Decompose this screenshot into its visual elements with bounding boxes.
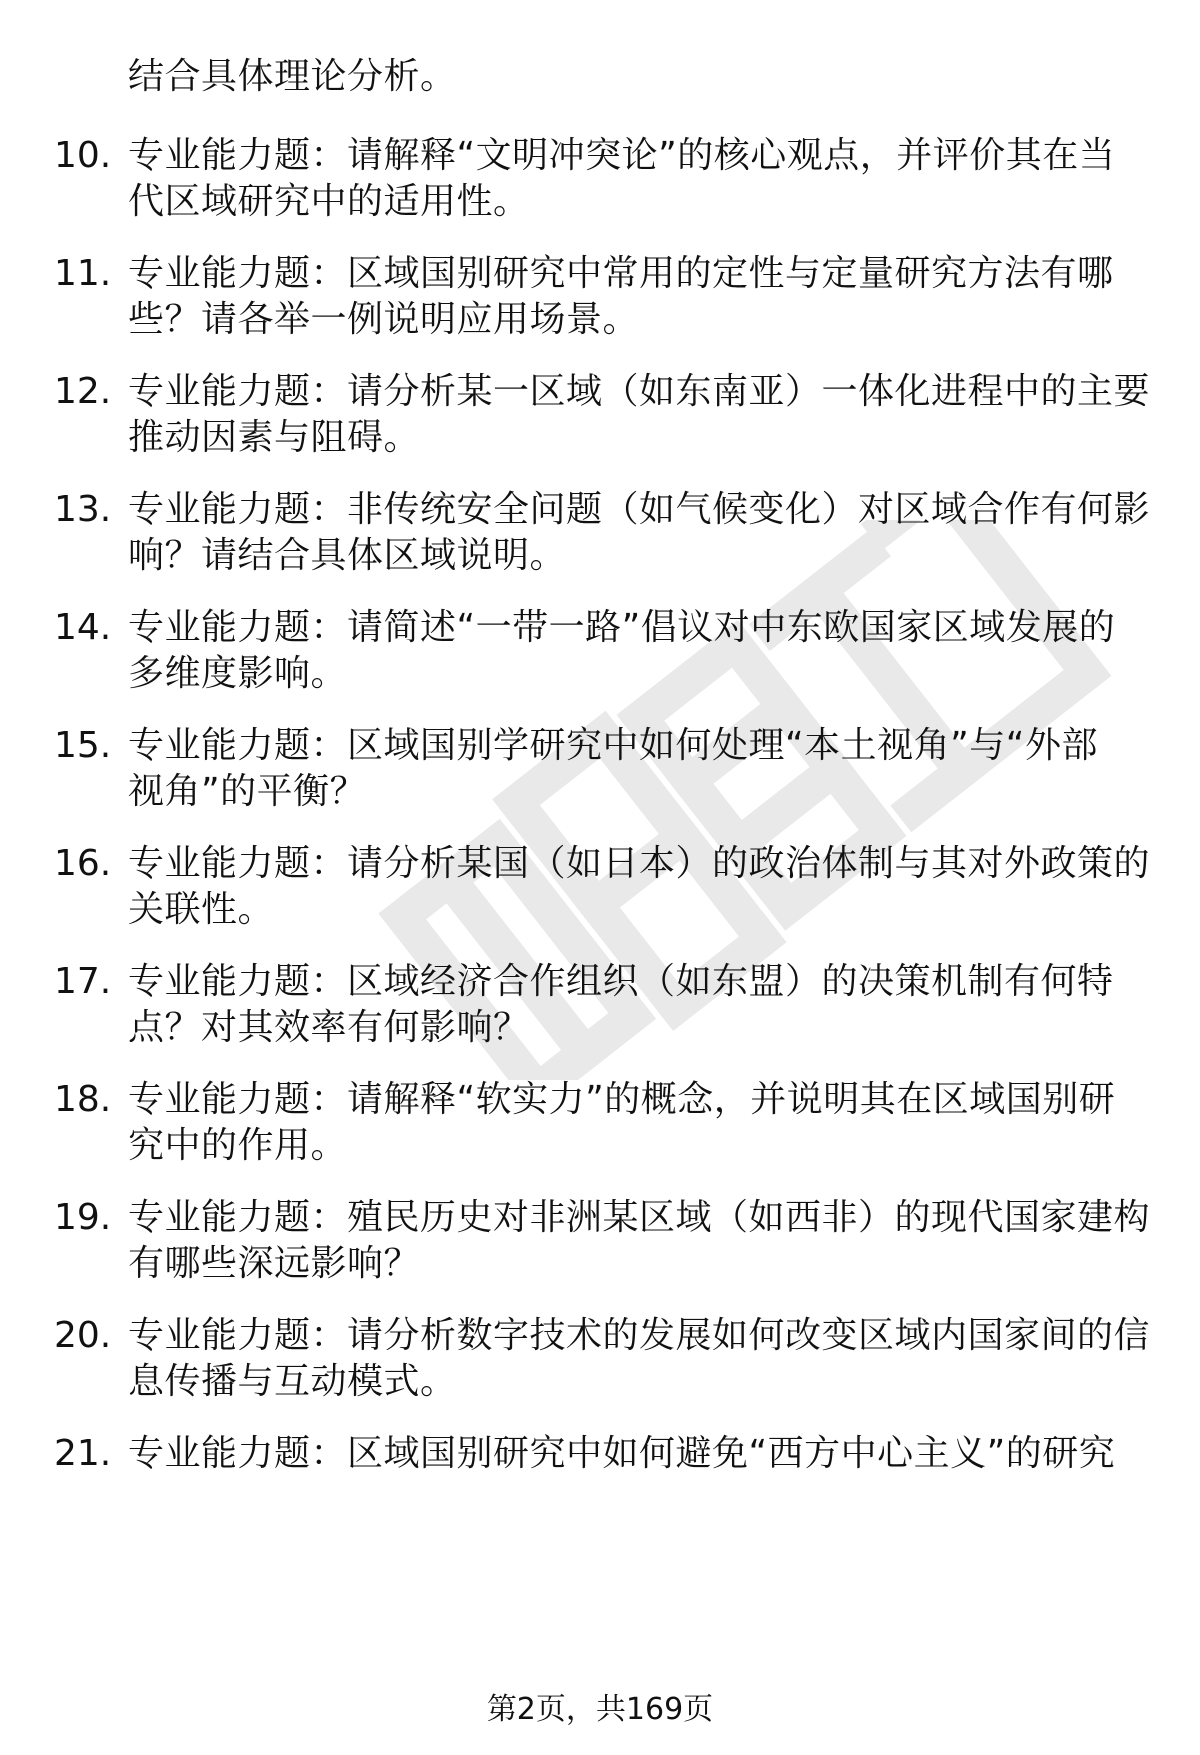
question-text-line: 专业能力题：殖民历史对非洲某区域（如西非）的现代国家建构: [128, 1197, 1151, 1238]
question-number: 17.: [54, 961, 112, 1002]
question-text-line: 专业能力题：请分析数字技术的发展如何改变区域内国家间的信: [128, 1315, 1151, 1356]
question-text-line: 点？对其效率有何影响？: [128, 1007, 530, 1048]
question-text-line: 专业能力题：请分析某国（如日本）的政治体制与其对外政策的: [128, 843, 1151, 884]
question-number: 10.: [54, 135, 112, 176]
question-text-line: 推动因素与阻碍。: [128, 417, 421, 458]
question-text-line: 代区域研究中的适用性。: [128, 181, 530, 222]
question-text-line: 视角”的平衡？: [128, 771, 367, 812]
question-number: 18.: [54, 1079, 112, 1120]
question-number: 20.: [54, 1315, 112, 1356]
question-text-line: 专业能力题：请简述“一带一路”倡议对中东欧国家区域发展的: [128, 607, 1116, 648]
question-number: 12.: [54, 371, 112, 412]
question-number: 15.: [54, 725, 112, 766]
question-text-line: 究中的作用。: [128, 1125, 348, 1166]
question-text-line: 专业能力题：请解释“软实力”的概念，并说明其在区域国别研: [128, 1079, 1116, 1120]
question-text-line: 多维度影响。: [128, 653, 348, 694]
question-text-line: 专业能力题：请分析某一区域（如东南亚）一体化进程中的主要: [128, 371, 1151, 412]
question-text-line: 专业能力题：非传统安全问题（如气候变化）对区域合作有何影: [128, 489, 1151, 530]
page-footer: 第2页，共169页: [486, 1692, 714, 1727]
question-text-line: 些？请各举一例说明应用场景。: [128, 299, 640, 340]
question-text-line: 专业能力题：区域国别学研究中如何处理“本土视角”与“外部: [128, 725, 1098, 766]
question-text-line: 专业能力题：区域国别研究中如何避免“西方中心主义”的研究: [128, 1433, 1116, 1474]
question-text-line: 专业能力题：区域国别研究中常用的定性与定量研究方法有哪: [128, 253, 1114, 294]
question-number: 14.: [54, 607, 112, 648]
question-number: 19.: [54, 1197, 112, 1238]
question-text-line: 关联性。: [128, 889, 275, 930]
question-number: 13.: [54, 489, 112, 530]
question-text-line: 有哪些深远影响？: [128, 1243, 421, 1284]
question-text-line: 息传播与互动模式。: [128, 1361, 457, 1402]
continuation-text: 结合具体理论分析。: [128, 56, 457, 97]
question-text-line: 专业能力题：请解释“文明冲突论”的核心观点，并评价其在当: [128, 135, 1116, 176]
question-text-line: 响？请结合具体区域说明。: [128, 535, 567, 576]
question-number: 11.: [54, 253, 112, 294]
question-number: 21.: [54, 1433, 112, 1474]
question-number: 16.: [54, 843, 112, 884]
question-text-line: 专业能力题：区域经济合作组织（如东盟）的决策机制有何特: [128, 961, 1114, 1002]
